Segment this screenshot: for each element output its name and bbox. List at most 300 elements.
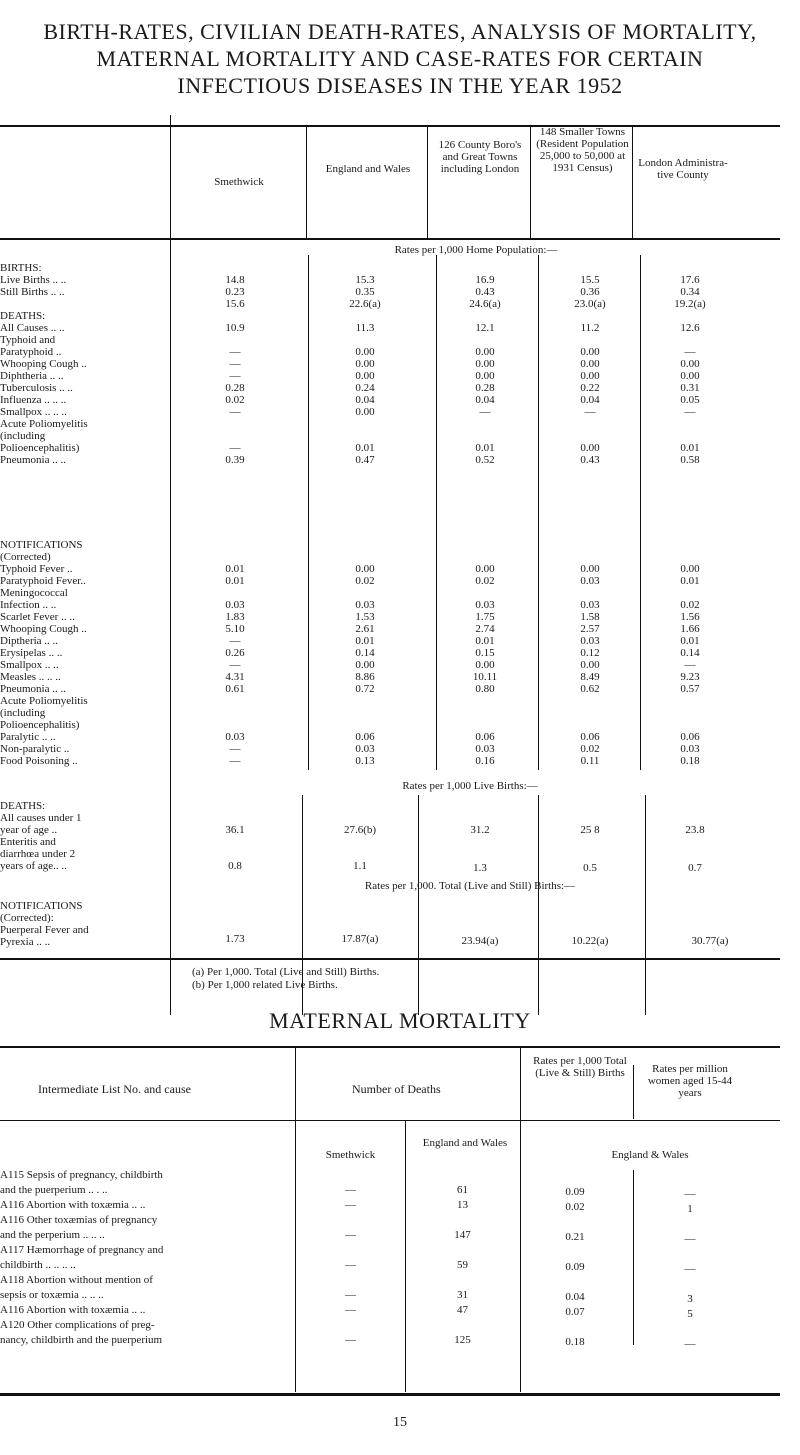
cell: 0.02	[355, 575, 375, 587]
t2-rate-total-col	[525, 1170, 625, 1350]
cell: 0.62	[580, 683, 600, 695]
row-label: NOTIFICATIONS	[0, 900, 83, 912]
row-label: Whooping Cough ..	[0, 623, 87, 635]
cell: 0.00	[355, 659, 375, 671]
cell: 2.57	[580, 623, 600, 635]
cell	[305, 551, 425, 563]
cell: 1.56	[680, 611, 700, 623]
table2-header-rule	[0, 1120, 780, 1121]
cell	[525, 1275, 625, 1290]
cell: 10.9	[225, 322, 245, 334]
cell	[640, 1217, 740, 1232]
col-header-england: England and Wales	[325, 163, 411, 175]
cell: 2.61	[355, 623, 375, 635]
cell: —	[684, 1188, 696, 1200]
cell	[640, 1277, 740, 1292]
cell	[430, 719, 540, 731]
cell	[540, 310, 640, 322]
cell	[175, 719, 295, 731]
cell: 0.00	[355, 346, 375, 358]
row-label: NOTIFICATIONS	[0, 539, 83, 551]
cell	[540, 334, 640, 346]
cause-line: and the perperium .. .. ..	[0, 1229, 105, 1241]
cell: —	[229, 442, 241, 454]
cell	[645, 310, 735, 322]
cell: 0.01	[680, 635, 700, 647]
cell	[410, 1168, 515, 1183]
cell: 16.9	[475, 274, 495, 286]
cell: —	[584, 406, 596, 418]
row-label	[0, 298, 88, 310]
block1-smethwick	[175, 262, 295, 466]
cell: 0.00	[580, 563, 600, 575]
cell: 11.2	[580, 322, 600, 334]
cell: 0.06	[680, 731, 700, 743]
cell: 0.13	[355, 755, 375, 767]
cell	[410, 1318, 515, 1333]
cell: 0.00	[580, 370, 600, 382]
cell: 0.47	[355, 454, 375, 466]
header-cause: Intermediate List No. and cause	[38, 1082, 191, 1096]
cause-line: childbirth .. .. .. ..	[0, 1259, 76, 1271]
cell: 23.0(a)	[574, 298, 606, 310]
cell	[430, 334, 540, 346]
header-number-of-deaths: Number of Deaths	[352, 1082, 441, 1096]
cell	[540, 418, 640, 430]
cell: 0.01	[475, 635, 495, 647]
cell	[175, 587, 295, 599]
cell: 2.74	[475, 623, 495, 635]
row-label: All causes under 1	[0, 812, 82, 824]
cell	[540, 551, 640, 563]
cell: 0.00	[680, 358, 700, 370]
block2-county	[430, 539, 540, 767]
cell: —	[345, 1334, 356, 1346]
cell: 1.75	[475, 611, 495, 623]
cell: 0.16	[475, 755, 495, 767]
cause-line: A115 Sepsis of pregnancy, childbirth	[0, 1169, 163, 1181]
cell: 0.01	[680, 575, 700, 587]
block1-county	[430, 262, 540, 466]
block1-england	[305, 262, 425, 466]
cell: 17.87(a)	[341, 933, 379, 945]
cell: 0.00	[475, 370, 495, 382]
footnote-a: (a) Per 1,000. Total (Live and Still) Births.	[192, 966, 380, 978]
cause-line: A116 Abortion with toxæmia .. ..	[0, 1304, 146, 1316]
cell: 0.00	[475, 358, 495, 370]
cell: 0.03	[475, 743, 495, 755]
cell: 8.86	[355, 671, 375, 683]
cell: —	[345, 1289, 356, 1301]
row-label: Polioencephalitis)	[0, 719, 80, 731]
row-label: Infection .. ..	[0, 599, 57, 611]
row-label: Non-paralytic ..	[0, 743, 70, 755]
row-label: Puerperal Fever and	[0, 924, 89, 936]
cell: 0.02	[225, 394, 245, 406]
cell	[540, 539, 640, 551]
cell: 0.01	[355, 635, 375, 647]
rates-total-caption: Rates per 1,000. Total (Live and Still) Births:—	[364, 880, 576, 892]
cell: 0.52	[475, 454, 495, 466]
cell: 0.5	[583, 862, 597, 874]
sub-header-england: England and Wales	[422, 1137, 508, 1149]
cell	[645, 551, 735, 563]
row-label: Paratyphoid ..	[0, 346, 62, 358]
cell: —	[229, 743, 241, 755]
cell: 0.09	[565, 1186, 585, 1198]
cell: —	[345, 1259, 356, 1271]
table1-bottom-rule	[0, 958, 780, 960]
row-label: Smallpox .. ..	[0, 659, 59, 671]
row-label: (Corrected):	[0, 912, 54, 924]
cell	[305, 587, 425, 599]
row-label: (including	[0, 430, 46, 442]
row-label: Paratyphoid Fever..	[0, 575, 86, 587]
header-rates-million: Rates per million women aged 15-44 years	[647, 1063, 733, 1099]
row-label: Acute Poliomyelitis	[0, 695, 88, 707]
cell	[645, 719, 735, 731]
cell	[430, 695, 540, 707]
cell: 0.57	[680, 683, 700, 695]
cell: 0.01	[225, 563, 245, 575]
cell	[305, 418, 425, 430]
rates-home-caption: Rates per 1,000 Home Population:—	[394, 244, 558, 256]
t2-rate-million-col	[640, 1172, 740, 1352]
cell: —	[229, 346, 241, 358]
cell: 1	[687, 1203, 693, 1215]
cell: 0.00	[475, 346, 495, 358]
row-label: Pyrexia .. ..	[0, 936, 51, 948]
row-label: Whooping Cough ..	[0, 358, 87, 370]
cell	[640, 1247, 740, 1262]
cell: 8.49	[580, 671, 600, 683]
cell: 0.02	[580, 743, 600, 755]
block2-england	[305, 539, 425, 767]
cell	[540, 587, 640, 599]
row-label: Tuberculosis .. ..	[0, 382, 73, 394]
cell	[175, 539, 295, 551]
cell: —	[229, 755, 241, 767]
cell	[525, 1245, 625, 1260]
cell	[640, 1322, 740, 1337]
cell: 0.09	[565, 1261, 585, 1273]
cell: 0.02	[475, 575, 495, 587]
cell: 11.3	[355, 322, 375, 334]
cell	[305, 707, 425, 719]
cause-line: A117 Hæmorrhage of pregnancy and	[0, 1244, 164, 1256]
block3-labels	[0, 800, 82, 872]
cell	[430, 587, 540, 599]
cause-line: A116 Other toxæmias of pregnancy	[0, 1214, 158, 1226]
row-label: Diptheria .. ..	[0, 635, 59, 647]
cell: 0.00	[580, 659, 600, 671]
cell: —	[684, 659, 696, 671]
cell	[175, 310, 295, 322]
cell: 0.03	[680, 743, 700, 755]
cell: 0.36	[580, 286, 600, 298]
cell	[175, 430, 295, 442]
cell: 0.14	[680, 647, 700, 659]
cell	[298, 1318, 403, 1333]
cell: —	[345, 1229, 356, 1241]
cell: 0.31	[680, 382, 700, 394]
cell: 1.66	[680, 623, 700, 635]
cell: 1.58	[580, 611, 600, 623]
cell: 0.01	[355, 442, 375, 454]
cell: —	[479, 406, 491, 418]
cell: 15.6	[225, 298, 245, 310]
table2-top-rule	[0, 1046, 780, 1048]
col-header-smaller: 148 Smaller Towns (Resident Population 25,000 to 50,000 at 1931 Census)	[536, 126, 629, 174]
cell: 0.01	[225, 575, 245, 587]
cell: —	[229, 358, 241, 370]
cell: 0.04	[580, 394, 600, 406]
cell	[175, 551, 295, 563]
cell: 0.22	[580, 382, 600, 394]
cell	[525, 1215, 625, 1230]
cell	[175, 334, 295, 346]
row-label: Polioencephalitis)	[0, 442, 80, 454]
cell: 0.00	[475, 659, 495, 671]
cell	[175, 262, 295, 274]
cell	[298, 1273, 403, 1288]
row-label: Diphtheria .. ..	[0, 370, 64, 382]
cell: 3	[687, 1293, 693, 1305]
cell: 0.02	[680, 599, 700, 611]
cell: 0.11	[580, 755, 600, 767]
cell	[645, 262, 735, 274]
cell: —	[684, 1233, 696, 1245]
block2-smaller	[540, 539, 640, 767]
cell: 0.03	[580, 575, 600, 587]
cell	[305, 695, 425, 707]
cell	[640, 1172, 740, 1187]
cell: 0.35	[355, 286, 375, 298]
cell: —	[229, 635, 241, 647]
cell	[305, 310, 425, 322]
rates-live-caption: Rates per 1,000 Live Births:—	[402, 780, 538, 792]
col-header-smethwick: Smethwick	[214, 176, 264, 188]
cell	[645, 707, 735, 719]
cell: 0.23	[225, 286, 245, 298]
cell: 0.04	[475, 394, 495, 406]
cell	[410, 1273, 515, 1288]
row-label: Pneumonia .. ..	[0, 683, 66, 695]
cell: 13	[457, 1199, 468, 1211]
cell: 0.06	[355, 731, 375, 743]
cell: 17.6	[680, 274, 700, 286]
cell: 36.1	[225, 824, 245, 836]
cell: 0.06	[580, 731, 600, 743]
cause-line: nancy, childbirth and the puerperium	[0, 1334, 163, 1346]
row-label: DEATHS:	[0, 800, 46, 812]
cell: 0.18	[565, 1336, 585, 1348]
cell	[430, 539, 540, 551]
cell	[430, 707, 540, 719]
cell: —	[229, 406, 241, 418]
cell: 0.21	[565, 1231, 585, 1243]
cell: 0.80	[475, 683, 495, 695]
cell: 31.2	[470, 824, 490, 836]
cell: 24.6(a)	[469, 298, 501, 310]
cell: 14.8	[225, 274, 245, 286]
row-label: (including	[0, 707, 46, 719]
row-label: Enteritis and	[0, 836, 56, 848]
cell: 0.28	[225, 382, 245, 394]
cell	[645, 695, 735, 707]
cell	[305, 539, 425, 551]
cell: 1.1	[353, 860, 367, 872]
cell: 0.28	[475, 382, 495, 394]
row-label: Pneumonia .. ..	[0, 454, 66, 466]
cell	[410, 1213, 515, 1228]
cell: 0.03	[580, 599, 600, 611]
cell	[410, 1243, 515, 1258]
cell: 0.61	[225, 683, 245, 695]
cell: 0.12	[580, 647, 600, 659]
row-label: Live Births .. ..	[0, 274, 67, 286]
cell: 125	[454, 1334, 471, 1346]
cell	[298, 1243, 403, 1258]
row-label: Measles .. .. ..	[0, 671, 61, 683]
cell: 1.53	[355, 611, 375, 623]
cell: 61	[457, 1184, 468, 1196]
row-label: Acute Poliomyelitis	[0, 418, 88, 430]
cell: —	[684, 406, 696, 418]
section-title: MATERNAL MORTALITY	[269, 1008, 531, 1033]
cell: 12.1	[475, 322, 495, 334]
cell: 0.14	[355, 647, 375, 659]
row-label: Food Poisoning ..	[0, 755, 78, 767]
cell: 47	[457, 1304, 468, 1316]
cell: 0.04	[355, 394, 375, 406]
row-label: Typhoid Fever ..	[0, 563, 73, 575]
cell: —	[345, 1184, 356, 1196]
t2-smethwick-col	[298, 1168, 403, 1348]
row-label: Scarlet Fever .. ..	[0, 611, 75, 623]
cell: 25 8	[580, 824, 600, 836]
cell: 23.8	[685, 824, 705, 836]
cell: 0.15	[475, 647, 495, 659]
cell: 19.2(a)	[674, 298, 706, 310]
row-label: year of age ..	[0, 824, 58, 836]
cell	[430, 551, 540, 563]
cell: 23.94(a)	[461, 935, 499, 947]
cause-line: sepsis or toxæmia .. .. ..	[0, 1289, 104, 1301]
block4-labels	[0, 900, 89, 948]
cell: 0.00	[580, 346, 600, 358]
cell: 0.00	[580, 358, 600, 370]
cell: 0.03	[225, 599, 245, 611]
row-label: DEATHS:	[0, 310, 46, 322]
cell	[430, 262, 540, 274]
table-top-rule	[0, 125, 780, 127]
cell: —	[229, 370, 241, 382]
cell: 0.03	[355, 743, 375, 755]
page-number: 15	[393, 1415, 407, 1430]
cell	[540, 719, 640, 731]
cell: 0.04	[565, 1291, 585, 1303]
cell	[525, 1320, 625, 1335]
cell: —	[684, 1263, 696, 1275]
cell: 0.03	[225, 731, 245, 743]
cell: 0.03	[475, 599, 495, 611]
cell: 0.07	[565, 1306, 585, 1318]
cell	[430, 418, 540, 430]
cell	[305, 262, 425, 274]
cell: 31	[457, 1289, 468, 1301]
cell: 1.73	[225, 933, 245, 945]
cell: 0.43	[580, 454, 600, 466]
cell	[645, 587, 735, 599]
cause-line: and the puerperium .. . ..	[0, 1184, 108, 1196]
row-label: Paralytic .. ..	[0, 731, 56, 743]
cell: 0.58	[680, 454, 700, 466]
cell: —	[684, 346, 696, 358]
block2-labels	[0, 539, 88, 767]
cell	[298, 1168, 403, 1183]
cell: 0.34	[680, 286, 700, 298]
cell: 15.3	[355, 274, 375, 286]
block1-smaller	[540, 262, 640, 466]
cell: 0.00	[475, 563, 495, 575]
cell: 0.01	[680, 442, 700, 454]
cell	[430, 310, 540, 322]
row-label: diarrhœa under 2	[0, 848, 76, 860]
row-label: (Corrected)	[0, 551, 51, 563]
cell: 1.83	[225, 611, 245, 623]
cause-line: A116 Abortion with toxæmia .. ..	[0, 1199, 146, 1211]
cell: 0.43	[475, 286, 495, 298]
cell: 5.10	[225, 623, 245, 635]
cell: 0.00	[355, 563, 375, 575]
block2-smethwick	[175, 539, 295, 767]
cell	[305, 334, 425, 346]
cell: —	[684, 1338, 696, 1350]
cell: 15.5	[580, 274, 600, 286]
header-bottom-rule	[0, 238, 780, 240]
row-label: All Causes .. ..	[0, 322, 65, 334]
cell: 0.00	[580, 442, 600, 454]
row-label: BIRTHS:	[0, 262, 42, 274]
block1-labels	[0, 262, 88, 466]
page-title: BIRTH-RATES, CIVILIAN DEATH-RATES, ANALYSIS OF MORTALITY, MATERNAL MORTALITY AND CASE-RATES FOR CERTAIN INFECTIOUS DISEASES IN THE YEAR 1952	[43, 19, 757, 98]
cell: 147	[454, 1229, 471, 1241]
cell: 27.6(b)	[343, 824, 377, 836]
col-header-london: London Administra-tive County	[638, 157, 728, 181]
cell	[645, 430, 735, 442]
cell	[305, 719, 425, 731]
footnote-b: (b) Per 1,000 related Live Births.	[192, 979, 338, 991]
cell: 0.7	[688, 862, 702, 874]
cell: 10.22(a)	[571, 935, 609, 947]
cell: —	[345, 1304, 356, 1316]
cell	[525, 1170, 625, 1185]
cell: 0.39	[225, 454, 245, 466]
cell: —	[345, 1199, 356, 1211]
cell: 9.23	[680, 671, 700, 683]
cell	[645, 418, 735, 430]
cell: —	[229, 659, 241, 671]
block2-london	[645, 539, 735, 767]
cell: 10.11	[472, 671, 498, 683]
header-rates-total: Rates per 1,000 Total (Live & Still) Births	[533, 1055, 627, 1079]
cell	[175, 418, 295, 430]
cell	[175, 707, 295, 719]
cell: 0.01	[475, 442, 495, 454]
cell: 1.3	[473, 862, 487, 874]
row-label: years of age.. ..	[0, 860, 67, 872]
